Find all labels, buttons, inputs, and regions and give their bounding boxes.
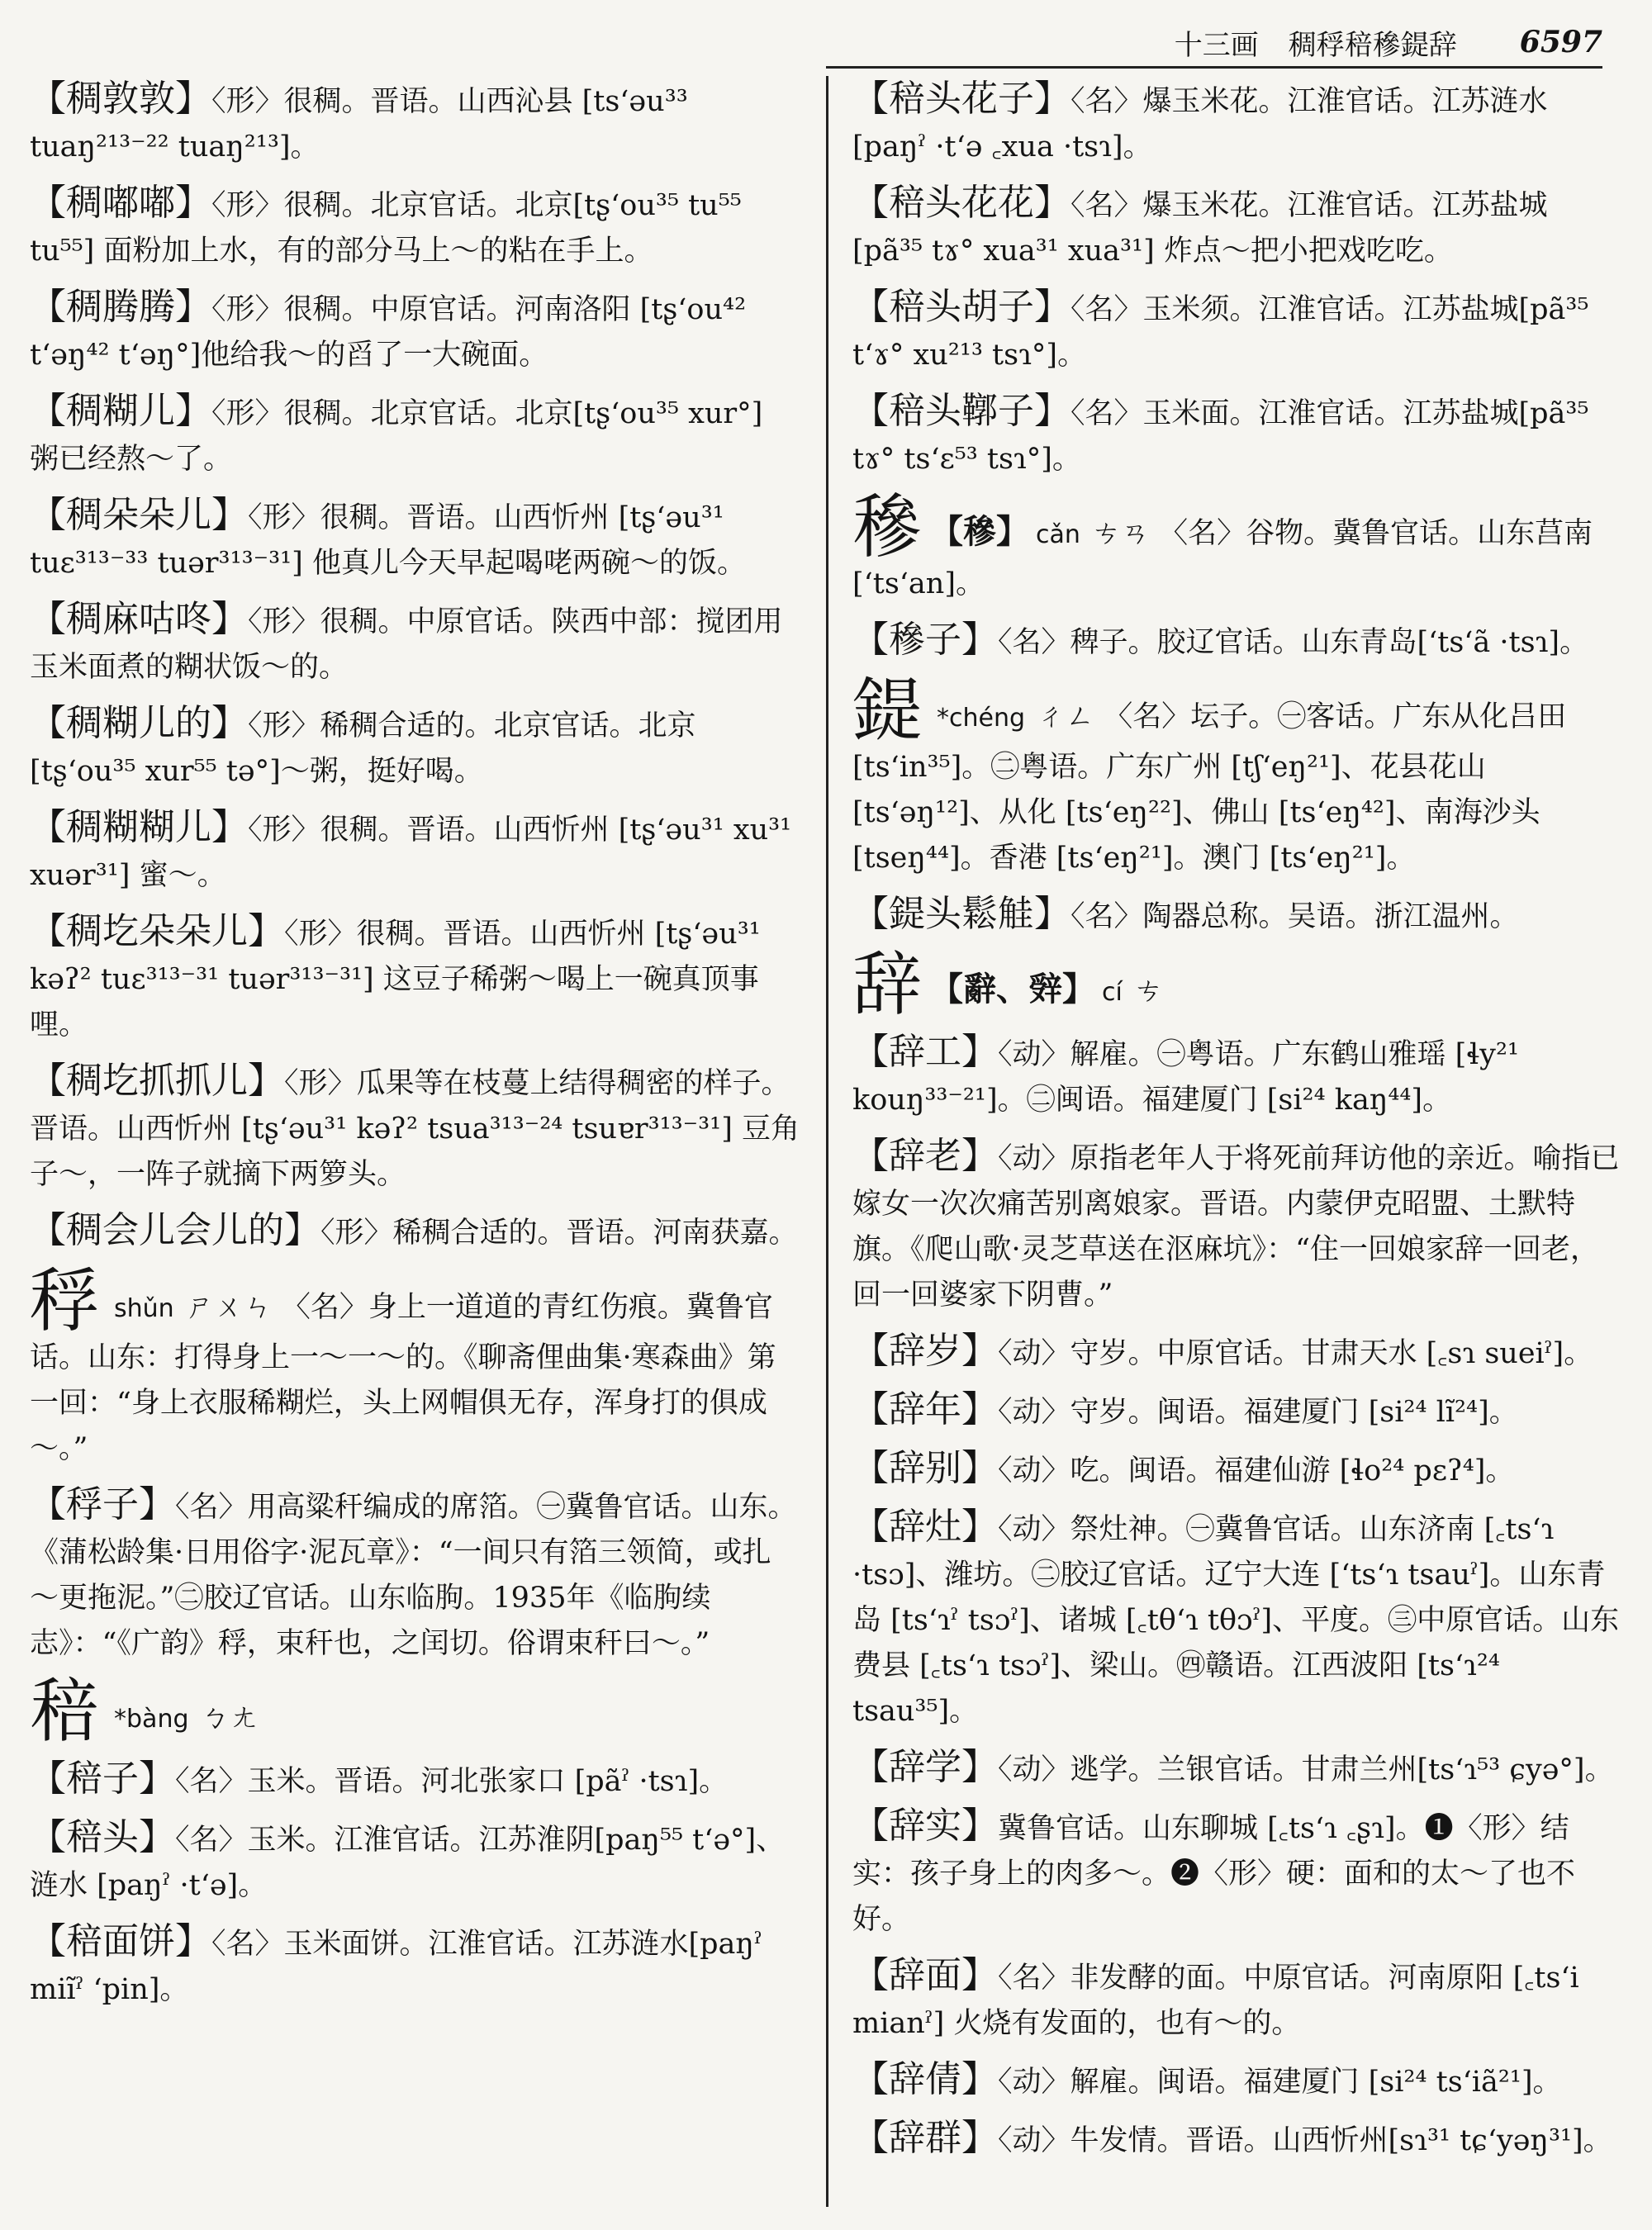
dictionary-entry [852, 388, 1621, 482]
column-divider [826, 76, 828, 2207]
page-number: 6597 [1519, 25, 1602, 59]
definition: 冀鲁官话。山东聊城 [꜀tsʻɿ ꜀ʂɿ]。❶〈形〉结实：孩子身上的肉多～。❷〈形〉硬：面和的太～了也不好。 [852, 1812, 1576, 1936]
dictionary-entry [30, 909, 800, 1048]
entry-headword: 【 稠糊儿的 】 [30, 702, 248, 744]
character-headword: 稖 [30, 1671, 100, 1752]
entry-headword: 【 辞群 】 [852, 2117, 998, 2159]
entry-headword: 【 辞灶 】 [852, 1506, 998, 1548]
definition: 〈名〉爆玉米花。江淮官话。江苏涟水 [paŋˀ ·tʻə ꜀xua ·tsɿ]。 [852, 85, 1548, 164]
dictionary-entry [852, 1952, 1621, 2047]
dictionary-entry [30, 804, 800, 899]
dictionary-entry [852, 180, 1621, 274]
page-header [826, 18, 1602, 69]
dictionary-entry [30, 1482, 800, 1667]
dictionary-entry [30, 76, 800, 170]
definition: 〈动〉解雇。㊀粤语。广东鹤山雅瑶 [ɬy²¹ kouŋ³³⁻²¹]。㊁闽语。福建厦门 [si²⁴ kaŋ⁴⁴]。 [852, 1038, 1520, 1117]
dictionary-entry [852, 1504, 1621, 1734]
entry-headword: 【 辞老 】 [852, 1135, 998, 1177]
definition: 〈名〉玉米须。江淮官话。江苏盐城[pã³⁵ tʻɤ° xu²¹³ tsɿ°]。 [852, 293, 1589, 372]
pinyin: shǔn [114, 1294, 174, 1323]
definition: 〈形〉很稠。中原官话。陕西中部：搅团用玉米面煮的糊状饭～的。 [30, 605, 783, 684]
definition: 〈名〉非发酵的面。中原官话。河南原阳 [꜀tsʻi mianˀ] 火烧有发面的，也有～的。 [852, 1962, 1579, 2040]
entry-headword: 【 稖头鞹子 】 [852, 390, 1070, 432]
entry-headword: 【 稠会儿会儿的 】 [30, 1209, 320, 1251]
entry-headword: 【 稠嘟嘟 】 [30, 182, 211, 224]
entry-headword: 【 稠圪朵朵儿 】 [30, 910, 284, 952]
zhuyin: ㄘ [1133, 975, 1163, 1008]
entry-headword: 【 辞实 】 [852, 1805, 998, 1847]
definition: 〈名〉玉米面饼。江淮官话。江苏涟水[paŋˀ miĩˀ ʻpin]。 [30, 1928, 762, 2006]
pinyin: cí [1102, 978, 1123, 1007]
entry-headword: 【 穇子 】 [852, 619, 998, 661]
definition: 〈形〉很稠。晋语。山西忻州 [tʂʻəu³¹ tuɛ³¹³⁻³³ tuər³¹³⁻³¹] 他真儿今天早起喝咾两碗～的饭。 [30, 501, 746, 580]
definition: 〈名〉坛子。㊀客话。广东从化吕田 [tsʻin³⁵]。㊁粤语。广东广州 [tʃʻeŋ²¹]、花县花山 [tsʻəŋ¹²]、从化 [tsʻeŋ²²]、佛山 [tsʻeŋ⁴²]、南海沙头 [tseŋ⁴⁴]。香港 [tsʻeŋ²¹]。澳门 [tsʻeŋ²¹]。 [852, 700, 1567, 875]
dictionary-entry [852, 1133, 1621, 1318]
dictionary-entry [30, 700, 800, 795]
character-entry [852, 944, 1621, 1025]
entry-headword: 【 辞面 】 [852, 1954, 998, 1996]
dictionary-entry [30, 1208, 800, 1256]
definition: 〈动〉守岁。闽语。福建厦门 [si²⁴ lĩ²⁴]。 [998, 1396, 1518, 1429]
entry-headword: 【 稠麻咕咚 】 [30, 598, 248, 640]
entry-headword: 【 稖头 】 [30, 1816, 175, 1858]
character-entry [30, 1671, 800, 1752]
definition: 〈名〉玉米。江淮官话。江苏淮阴[paŋ⁵⁵ tʻə°]、涟水 [paŋˀ ·tʻə]。 [30, 1824, 786, 1902]
dictionary-entry [30, 1756, 800, 1805]
entry-headword: 【 稖头花子 】 [852, 78, 1070, 120]
definition: 〈形〉稀稠合适的。晋语。河南获嘉。 [320, 1217, 798, 1250]
dictionary-entry [852, 1029, 1621, 1123]
definition: 〈名〉身上一道道的青红伤痕。冀鲁官话。山东：打得身上一～一～的。《聊斋俚曲集·寒森曲》第一回：“身上衣服稀糊烂，头上网帽俱无存，浑身打的俱成～。” [30, 1291, 776, 1465]
definition: 〈形〉瓜果等在枝蔓上结得稠密的样子。晋语。山西忻州 [tʂʻəu³¹ kəʔ² tsua³¹³⁻²⁴ tsuɐr³¹³⁻³¹] 豆角子～，一阵子就摘下两箩头。 [30, 1067, 800, 1191]
entry-headword: 【 辞年 】 [852, 1388, 998, 1431]
definition: 〈动〉守岁。中原官话。甘肃天水 [꜀sɿ sueiˀ]。 [998, 1337, 1593, 1370]
character-headword: 鍉 [852, 670, 923, 751]
pinyin: cǎn [1036, 520, 1080, 549]
entry-headword: 【 稖头胡子 】 [852, 286, 1070, 328]
variant-forms: 【辭、辤】 [930, 970, 1096, 1008]
entry-headword: 【 稃子 】 [30, 1483, 175, 1525]
definition: 〈形〉很稠。晋语。山西沁县 [tsʻəu³³ tuaŋ²¹³⁻²² tuaŋ²¹³]。 [30, 85, 688, 164]
entry-headword: 【 稖头花花 】 [852, 182, 1070, 224]
entry-headword: 【 辞倩 】 [852, 2058, 998, 2100]
character-entry [852, 486, 1621, 607]
zhuyin: ㄔㄥ [1037, 700, 1095, 733]
dictionary-entry [852, 76, 1621, 170]
definition: 〈形〉很稠。北京官话。北京[tʂʻou³⁵ tu⁵⁵ tu⁵⁵] 面粉加上水，有的部分马上～的粘在手上。 [30, 189, 742, 268]
dictionary-entry [852, 1387, 1621, 1435]
dictionary-entry [852, 284, 1621, 378]
dictionary-entry [852, 1744, 1621, 1793]
dictionary-entry [30, 284, 800, 378]
definition: 〈动〉吃。闽语。福建仙游 [ɬo²⁴ pɛʔ⁴]。 [998, 1454, 1515, 1487]
definition: 〈名〉玉米面。江淮官话。江苏盐城[pã³⁵ tɤ° tsʻɛ⁵³ tsɿ°]。 [852, 397, 1589, 476]
dictionary-entry [852, 617, 1621, 666]
character-headword: 穇 [852, 486, 923, 567]
dictionary-entry [852, 891, 1621, 940]
dictionary-entry [852, 1445, 1621, 1494]
dictionary-entry [852, 2057, 1621, 2105]
dictionary-entry [30, 180, 800, 274]
entry-headword: 【 辞工 】 [852, 1031, 998, 1073]
definition: 〈动〉牛发情。晋语。山西忻州[sɿ³¹ tɕʻyəŋ³¹]。 [998, 2124, 1612, 2157]
header-chars: 稠稃稖穇鍉辞 [1288, 28, 1457, 62]
header-section: 十三画 [1174, 28, 1259, 62]
character-entry [30, 1260, 800, 1472]
definition: 〈动〉原指老年人于将死前拜访他的亲近。喻指已嫁女一次次痛苦别离娘家。晋语。内蒙伊克昭盟、土默特旗。《爬山歌·灵芝草送在沤麻坑》：“住一回娘家辞一回老，回一回婆家下阴曹。” [852, 1142, 1620, 1312]
definition: 〈形〉很稠。中原官话。河南洛阳 [tʂʻou⁴² tʻəŋ⁴² tʻəŋ°]他给我～的舀了一大碗面。 [30, 293, 747, 372]
definition: 〈形〉很稠。晋语。山西忻州 [tʂʻəu³¹ kəʔ² tuɛ³¹³⁻³¹ tuər³¹³⁻³¹] 这豆子稀粥～喝上一碗真顶事哩。 [30, 918, 761, 1041]
entry-headword: 【 辞学 】 [852, 1746, 998, 1788]
pinyin: *bàng [114, 1705, 189, 1734]
zhuyin: ㄅㄤ [200, 1701, 259, 1734]
zhuyin: ㄘㄢ [1091, 517, 1150, 550]
entry-headword: 【 稠糊儿 】 [30, 390, 211, 432]
character-headword: 稃 [30, 1260, 100, 1341]
definition: 〈形〉很稠。晋语。山西忻州 [tʂʻəu³¹ xu³¹ xuər³¹] 蜜～。 [30, 814, 792, 892]
definition: 〈名〉玉米。晋语。河北张家口 [pãˀ ·tsɿ]。 [175, 1765, 729, 1798]
definition: 〈名〉谷物。冀鲁官话。山东莒南 [ʻtsʻan]。 [852, 517, 1593, 600]
dictionary-entry [852, 1803, 1621, 1943]
character-entry [852, 670, 1621, 881]
definition: 〈动〉解雇。闽语。福建厦门 [si²⁴ tsʻiã²¹]。 [998, 2066, 1562, 2099]
variant-forms: 【穇】 [930, 512, 1030, 551]
definition: 〈名〉稗子。胶辽官话。山东青岛[ʻtsʻã ·tsɿ]。 [998, 626, 1589, 659]
definition: 〈形〉稀稠合适的。北京官话。北京 [tʂʻou³⁵ xur⁵⁵ tə°]～粥，挺好喝。 [30, 709, 696, 788]
entry-headword: 【 稠朵朵儿 】 [30, 494, 248, 536]
definition: 〈动〉逃学。兰银官话。甘肃兰州[tsʻɿ⁵³ ɕyə°]。 [998, 1753, 1614, 1786]
entry-headword: 【 鍉头鬆觟 】 [852, 893, 1070, 935]
dictionary-entry [30, 388, 800, 482]
character-headword: 辞 [852, 944, 923, 1025]
definition: 〈动〉祭灶神。㊀冀鲁官话。山东济南 [꜀tsʻɿ ·tsɔ]、潍坊。㊁胶辽官话。辽宁大连 [ʻtsʻɿ tsauˀ]。山东青岛 [tsʻɿˀ tsɔˀ]、诸城 [꜀tθʻɿ tθɔˀ]、平度。㊂中原官话。山东费县 [꜀tsʻɿ tsɔˀ]、梁山。㊃赣语。江西波阳 [tsʻɿ²⁴ tsau³⁵]。 [852, 1513, 1620, 1728]
dictionary-entry [30, 596, 800, 690]
entry-headword: 【 稖子 】 [30, 1758, 175, 1800]
dictionary-entry [30, 1919, 800, 2013]
definition: 〈形〉很稠。北京官话。北京[tʂʻou³⁵ xur°] 粥已经熬～了。 [30, 397, 763, 476]
dictionary-entry [30, 1058, 800, 1198]
entry-headword: 【 辞别 】 [852, 1447, 998, 1489]
right-column [852, 76, 1621, 2174]
entry-headword: 【 稠糊糊儿 】 [30, 806, 248, 848]
entry-headword: 【 稠敦敦 】 [30, 78, 211, 120]
dictionary-entry [852, 2115, 1621, 2164]
dictionary-entry [30, 1815, 800, 1909]
dictionary-entry [852, 1328, 1621, 1377]
definition: 〈名〉爆玉米花。江淮官话。江苏盐城 [pã³⁵ tɤ° xua³¹ xua³¹] 炸点～把小把戏吃吃。 [852, 189, 1548, 268]
entry-headword: 【 稖面饼 】 [30, 1920, 211, 1962]
definition: 〈名〉用高粱秆编成的席箔。㊀冀鲁官话。山东。《蒲松龄集·日用俗字·泥瓦章》：“一间只有箔三领简，或扎～更拖泥。”㊁胶辽官话。山东临朐。1935年《临朐续志》：“《广韵》稃，束秆也，之闰切。俗谓束秆曰～。” [30, 1491, 797, 1660]
zhuyin: ㄕㄨㄣ [185, 1291, 273, 1324]
left-column [30, 76, 800, 2023]
definition: 〈名〉陶器总称。吴语。浙江温州。 [1070, 900, 1519, 933]
entry-headword: 【 稠腾腾 】 [30, 286, 211, 328]
dictionary-entry [30, 492, 800, 586]
pinyin: *chéng [937, 704, 1026, 733]
entry-headword: 【 稠圪抓抓儿 】 [30, 1060, 284, 1102]
entry-headword: 【 辞岁 】 [852, 1330, 998, 1372]
